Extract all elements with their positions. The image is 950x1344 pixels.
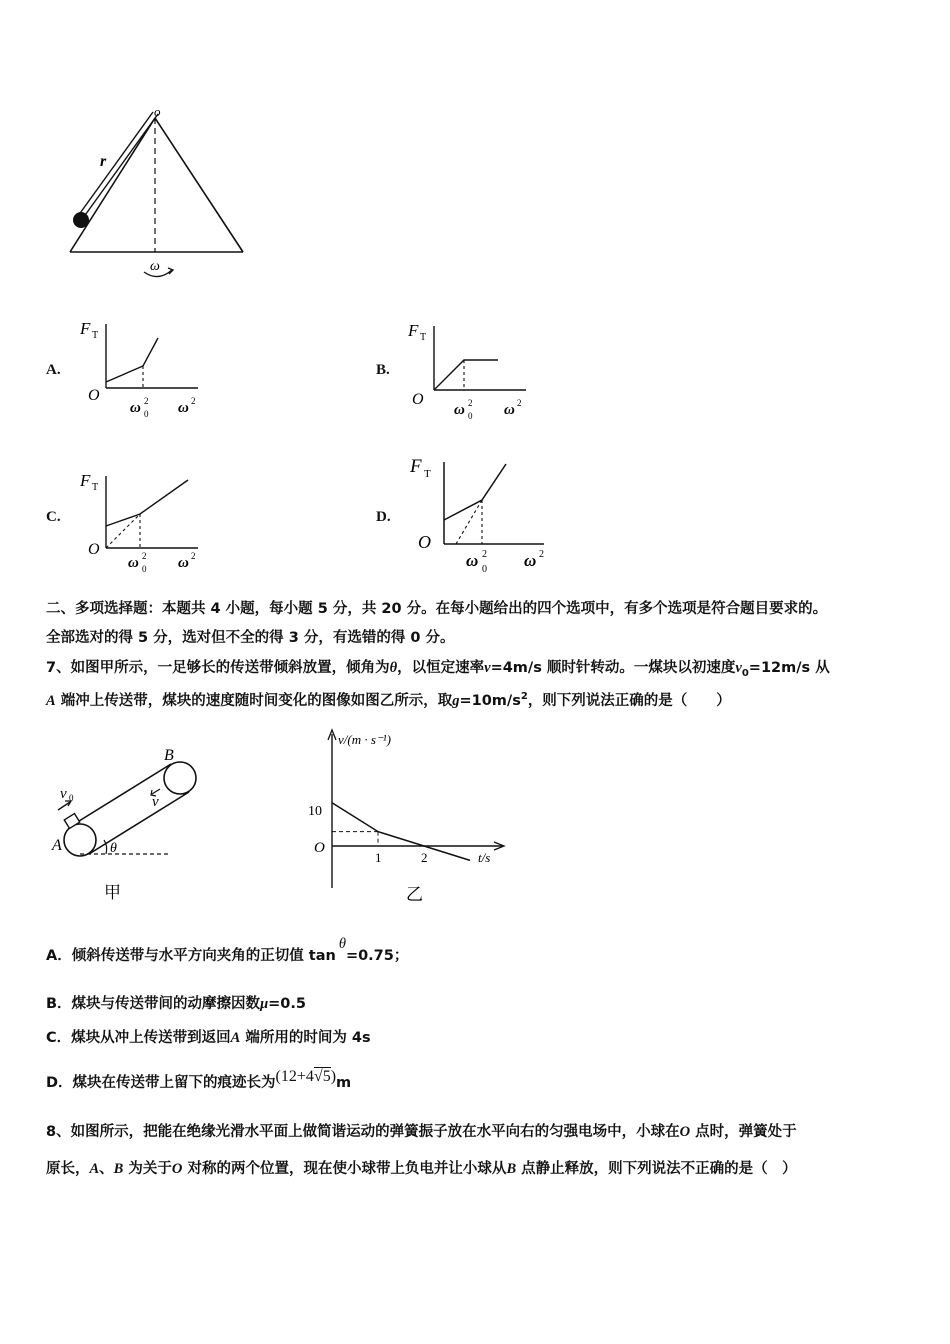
option-b-label: B. — [376, 362, 390, 378]
cone-pendulum-figure — [60, 100, 260, 285]
q7-option-a: A．倾斜传送带与水平方向夹角的正切值 tanθ=0.75； — [46, 936, 409, 964]
origin-label: O — [88, 387, 100, 404]
y-axis-label: v/(m · s⁻¹) — [338, 732, 391, 747]
omega2-sup: 2 — [539, 549, 544, 560]
omega0-sub: 0 — [144, 409, 149, 419]
q8-line2: 原长，A、B 为关于O 对称的两个位置，现在使小球带上负电并让小球从B 点静止释放，则下列说法不正确的是（ ） — [46, 1161, 797, 1177]
q7-line1: 7、如图甲所示，一足够长的传送带倾斜放置，倾角为θ，以恒定速率v=4m/s 顺时针转动。一煤块以初速度$v_0=12m/s$ 从 — [46, 660, 830, 679]
q7-line2: A 端冲上传送带，煤块的速度随时间变化的图像如图乙所示，取$g=10m/s^2$，则下列说法正确的是（ ） — [46, 691, 731, 709]
label-v: v — [152, 794, 159, 810]
omega2-label: ω — [178, 555, 189, 571]
q7-option-c: C．煤块从冲上传送带到返回A 端所用的时间为 4s — [46, 1030, 371, 1046]
caption-yi: 乙 — [406, 885, 423, 904]
ft-sub: T — [92, 482, 99, 493]
label-v0: v — [60, 786, 67, 802]
trace-length-expression: (12+4√5) — [275, 1068, 337, 1085]
caption-jia: 甲 — [104, 883, 121, 902]
omega2-label: ω — [178, 400, 189, 416]
omega0-sub: 0 — [468, 411, 473, 421]
omega0-label: ω — [466, 551, 479, 570]
omega0-sup: 2 — [144, 396, 149, 406]
omega2-sup: 2 — [191, 551, 196, 561]
origin-label: O — [314, 840, 325, 856]
ft-sub: T — [92, 330, 99, 341]
origin-label: O — [88, 541, 100, 558]
ft-label: F — [80, 471, 91, 490]
q8-line1: 8、如图所示，把能在绝缘光滑水平面上做简谐运动的弹簧振子放在水平向右的匀强电场中，小球在O 点时，弹簧处于 — [46, 1124, 797, 1140]
omega0-sub: 0 — [142, 564, 147, 574]
omega0-sub: 0 — [482, 564, 487, 575]
label-omega: ω — [150, 259, 160, 274]
ft-sub: T — [420, 332, 427, 343]
ft-label: F — [410, 456, 422, 477]
x-tick-1: 1 — [375, 850, 382, 865]
omega0-label: ω — [130, 400, 141, 416]
graph-c — [78, 468, 208, 576]
section2-line1: 二、多项选择题：本题共 4 小题，每小题 5 分，共 20 分。在每小题给出的四个选项中，有多个选项是符合题目要求的。 — [46, 601, 828, 617]
graph-b — [406, 318, 536, 423]
omega0-sup: 2 — [482, 549, 487, 560]
x-tick-2: 2 — [421, 850, 428, 865]
x-axis-label: t/s — [478, 850, 491, 865]
ft-label: F — [80, 319, 91, 338]
origin-label: O — [412, 391, 424, 408]
label-v0-sub: 0 — [69, 793, 74, 803]
label-r: r — [100, 153, 107, 170]
label-a: A — [52, 837, 62, 854]
graph-d — [406, 452, 556, 578]
label-b: B — [164, 747, 174, 764]
label-theta: θ — [110, 841, 117, 856]
option-c-label: C. — [46, 509, 61, 525]
omega2-sup: 2 — [191, 396, 196, 406]
origin-label: O — [418, 532, 431, 552]
velocity-series-line — [332, 803, 470, 861]
omega0-label: ω — [128, 555, 139, 571]
omega0-sup: 2 — [468, 398, 473, 408]
omega0-label: ω — [454, 402, 465, 418]
omega0-sup: 2 — [142, 551, 147, 561]
conveyor-figure-jia — [48, 738, 238, 908]
label-o: o — [154, 104, 161, 119]
option-a-label: A. — [46, 362, 61, 378]
graph-a — [78, 316, 208, 421]
q7-option-b: B．煤块与传送带间的动摩擦因数μ=0.5 — [46, 996, 306, 1012]
section2-line2: 全部选对的得 5 分，选对但不全的得 3 分，有选错的得 0 分。 — [46, 630, 455, 646]
y-tick-10: 10 — [308, 804, 322, 819]
omega2-sup: 2 — [517, 398, 522, 408]
option-d-label: D. — [376, 509, 391, 525]
vt-graph-yi — [306, 724, 516, 910]
ft-sub: T — [424, 468, 431, 480]
omega2-label: ω — [504, 402, 515, 418]
q7-option-d: D．煤块在传送带上留下的痕迹长为(12+4√5)m — [46, 1068, 352, 1091]
omega2-label: ω — [524, 551, 537, 570]
ft-label: F — [408, 321, 419, 340]
